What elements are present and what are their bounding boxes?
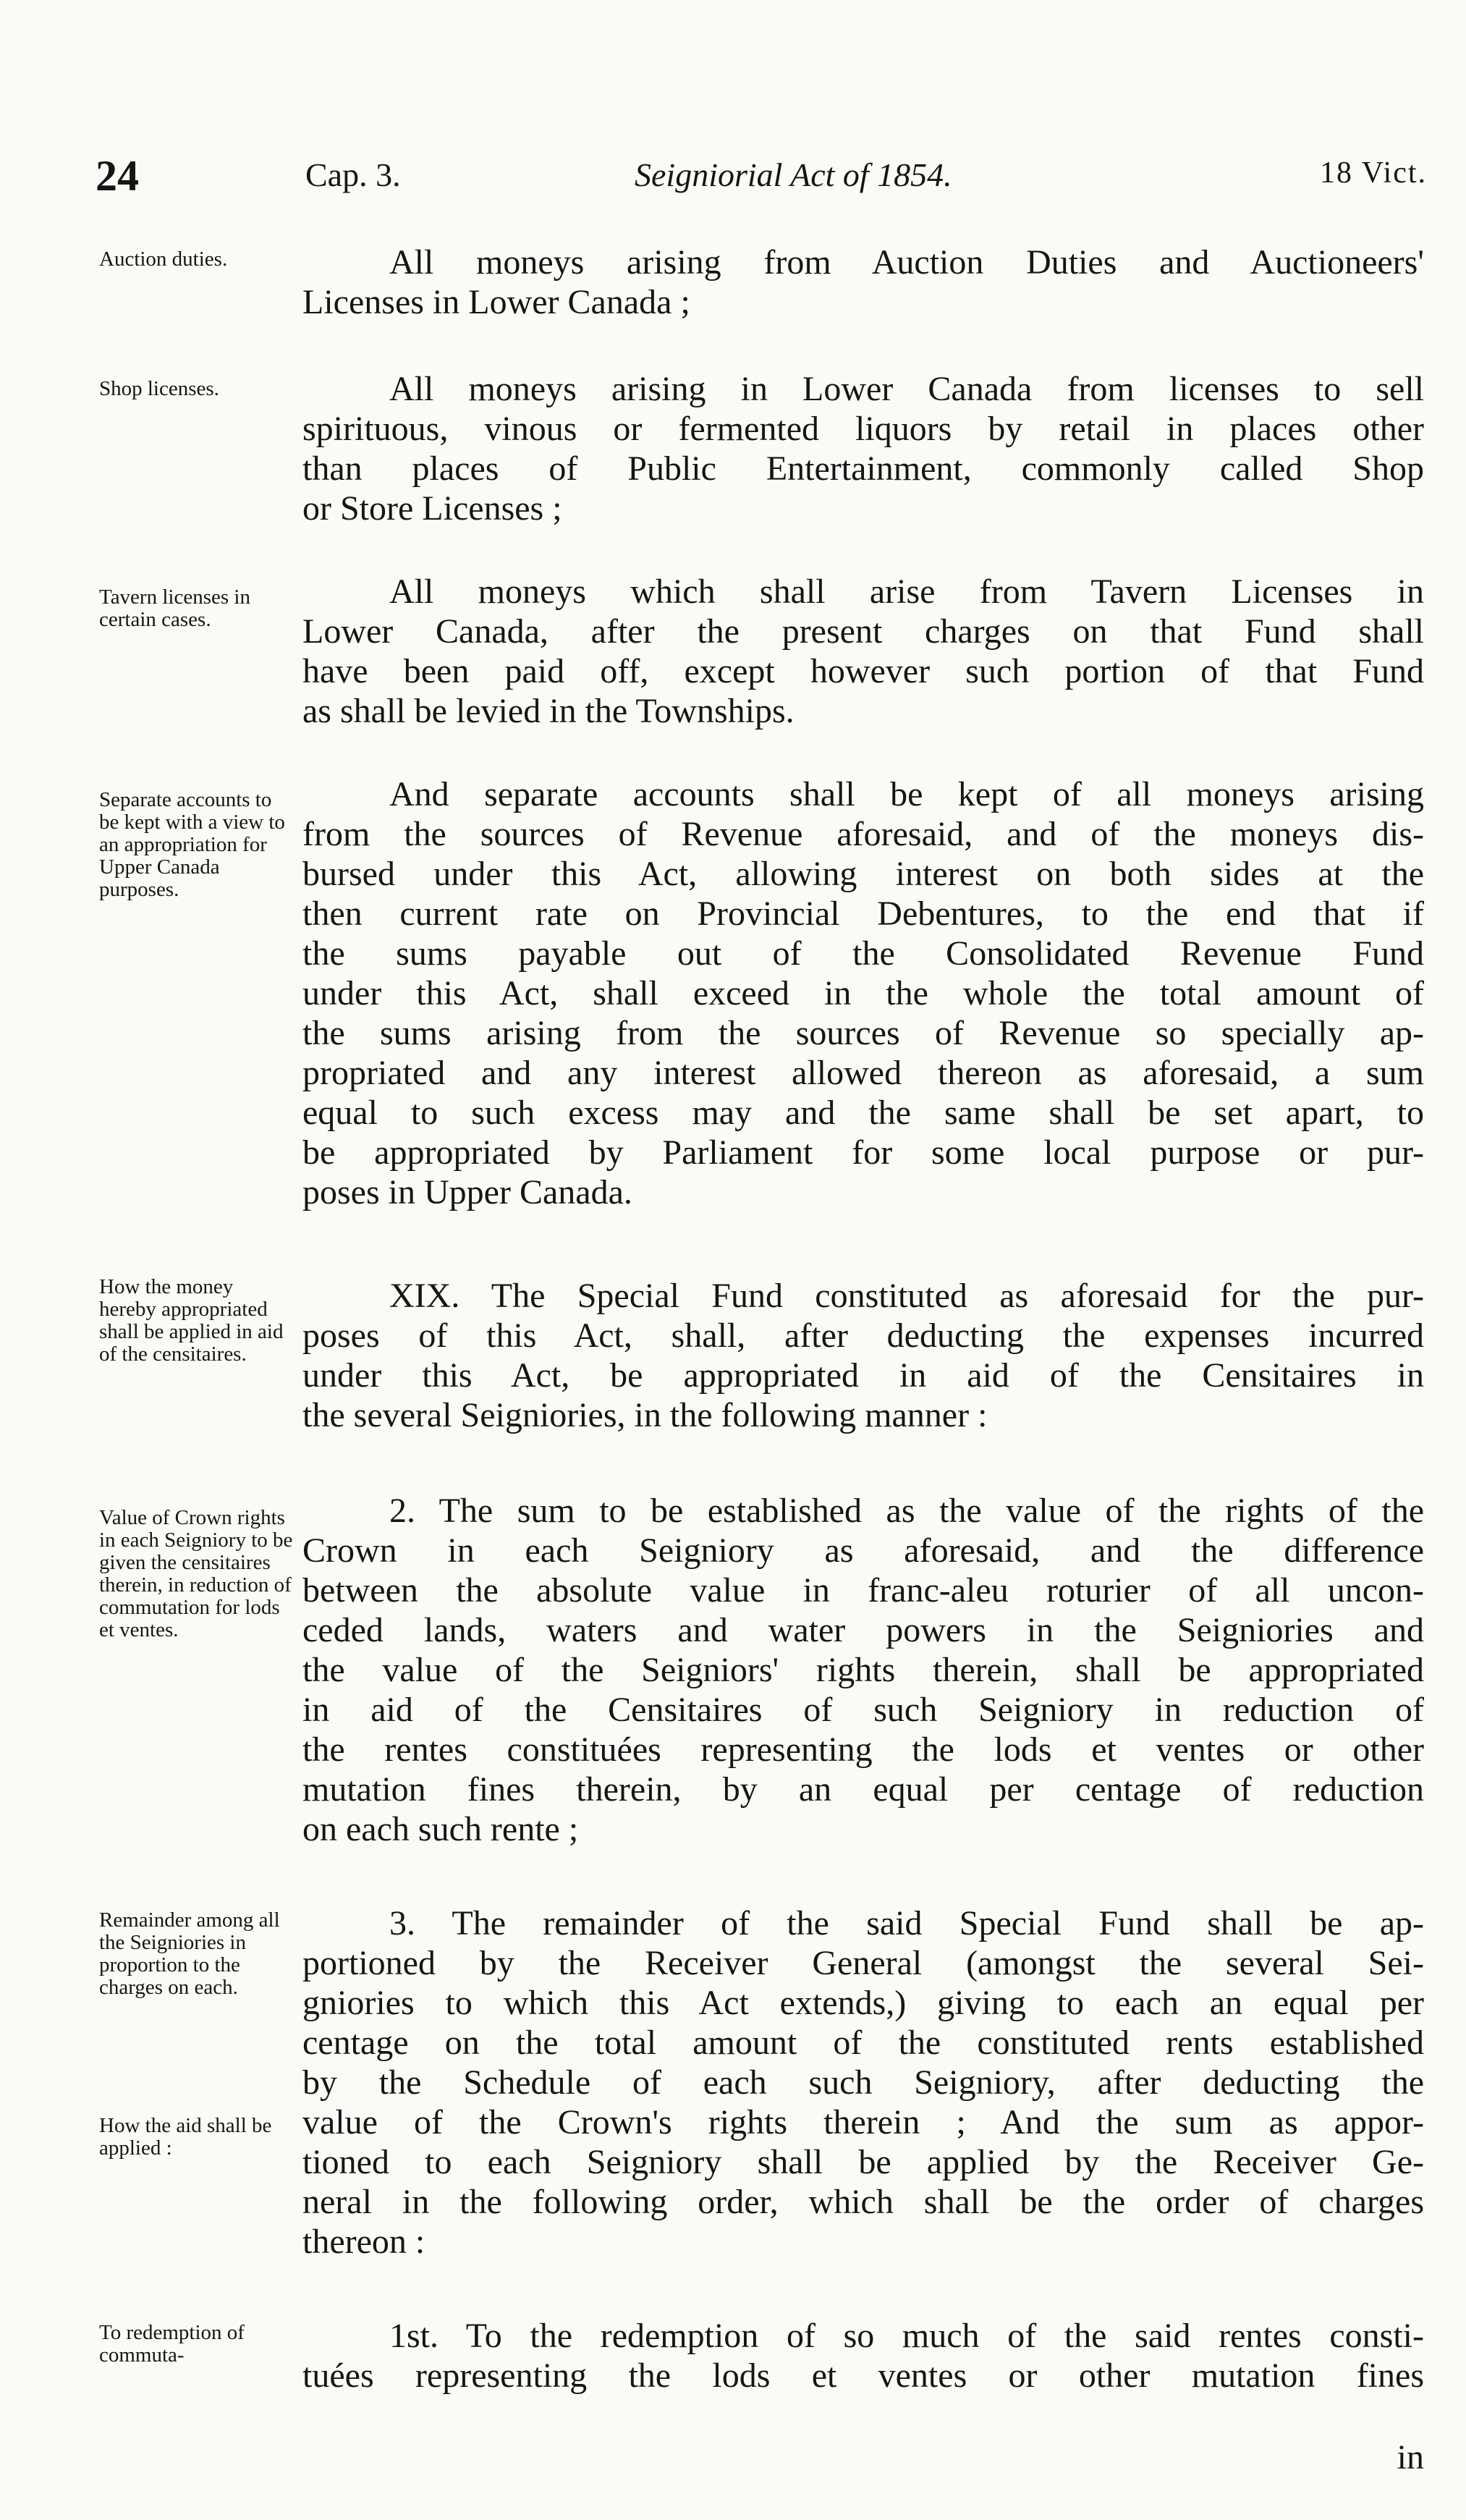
text-line: be appropriated by Parliament for some local purpose or pur-: [302, 1133, 1424, 1172]
chapter-label: Cap. 3.: [305, 156, 401, 193]
text-line: portioned by the Receiver General (amongst the several Sei-: [302, 1944, 1424, 1982]
page-number: 24: [96, 152, 139, 200]
text-line: poses in Upper Canada.: [302, 1173, 632, 1212]
text-line: mutation fines therein, by an equal per centage of reduction: [302, 1770, 1424, 1809]
text-line: neral in the following order, which shall be the order of charges: [302, 2183, 1424, 2221]
text-line: bursed under this Act, allowing interest on both sides at the: [302, 855, 1424, 893]
section-text: [302, 2316, 1424, 2396]
text-line: And separate accounts shall be kept of all moneys arising: [389, 775, 1424, 813]
text-line: tuées representing the lods et ventes or other mutation fines: [302, 2356, 1424, 2395]
text-line: 1st. To the redemption of so much of the said rentes consti-: [389, 2317, 1424, 2355]
text-line: XIX. The Special Fund constituted as aforesaid for the pur-: [389, 1277, 1424, 1315]
margin-note-aid-applied: How the aid shall be applied :: [99, 2114, 272, 2160]
text-line: 2. The sum to be established as the value of the rights of the: [389, 1492, 1424, 1530]
margin-note: Remainder among all the Seigniories in proportion to the charges on each.: [99, 1908, 280, 1999]
running-header: [96, 152, 1427, 206]
text-line: thereon :: [302, 2223, 425, 2261]
text-line: All moneys arising in Lower Canada from licenses to sell: [389, 370, 1424, 408]
margin-note: Value of Crown rights in each Seigniory to be given the censitaires therein, in reduction of commutation for lods et ventes.: [99, 1506, 293, 1641]
act-title: Seigniorial Act of 1854.: [635, 156, 952, 193]
text-line: under this Act, shall exceed in the whole the total amount of: [302, 974, 1424, 1012]
text-line: the sums arising from the sources of Revenue so specially ap-: [302, 1014, 1424, 1052]
catchword: in: [1397, 2438, 1424, 2477]
text-line: gniories to which this Act extends,) giving to each an equal per: [302, 1984, 1424, 2022]
text-line: ceded lands, waters and water powers in the Seigniories and: [302, 1611, 1424, 1649]
text-line: tioned to each Seigniory shall be applied by the Receiver Ge-: [302, 2143, 1424, 2181]
text-line: Crown in each Seigniory as aforesaid, and the difference: [302, 1531, 1424, 1570]
text-line: centage on the total amount of the constituted rents established: [302, 2024, 1424, 2062]
margin-note: Auction duties.: [99, 248, 228, 271]
section-text: [302, 1491, 1424, 1849]
text-line: the several Seigniories, in the following manner :: [302, 1396, 988, 1434]
text-line: then current rate on Provincial Debentures, to the end that if: [302, 895, 1424, 933]
text-line: Licenses in Lower Canada ;: [302, 283, 690, 321]
text-line: in aid of the Censitaires of such Seigniory in reduction of: [302, 1691, 1424, 1729]
margin-note: To redemption of commuta-: [99, 2321, 245, 2367]
text-line: under this Act, be appropriated in aid of the Censitaires in: [302, 1356, 1424, 1395]
text-line: the sums payable out of the Consolidated Revenue Fund: [302, 934, 1424, 973]
text-line: or Store Licenses ;: [302, 489, 562, 528]
text-line: from the sources of Revenue aforesaid, and of the moneys dis-: [302, 815, 1424, 853]
section-text: [302, 774, 1424, 1212]
text-line: 3. The remainder of the said Special Fund shall be ap-: [389, 1904, 1424, 1942]
section-text: [302, 369, 1424, 528]
text-line: than places of Public Entertainment, commonly called Shop: [302, 449, 1424, 488]
section-text: [302, 572, 1424, 731]
text-line: Lower Canada, after the present charges on that Fund shall: [302, 612, 1424, 651]
text-line: spirituous, vinous or fermented liquors by retail in places other: [302, 410, 1424, 448]
margin-note: Tavern licenses in certain cases.: [99, 585, 250, 631]
text-line: All moneys which shall arise from Tavern Licenses in: [389, 572, 1424, 611]
margin-note: How the money hereby appropriated shall be applied in aid of the censitaires.: [99, 1275, 284, 1366]
text-line: poses of this Act, shall, after deducting the expenses incurred: [302, 1316, 1424, 1355]
text-line: value of the Crown's rights therein ; And the sum as appor-: [302, 2103, 1424, 2141]
section-text: [302, 242, 1424, 322]
text-line: between the absolute value in franc-aleu roturier of all uncon-: [302, 1571, 1424, 1610]
text-line: propriated and any interest allowed thereon as aforesaid, a sum: [302, 1054, 1424, 1092]
margin-note: Separate accounts to be kept with a view to an appropriation for Upper Canada purposes.: [99, 788, 285, 901]
text-line: All moneys arising from Auction Duties and Auctioneers': [389, 243, 1424, 282]
text-line: as shall be levied in the Townships.: [302, 692, 795, 730]
section-text: [302, 1903, 1424, 2262]
reign-label: 18 Vict.: [1319, 156, 1427, 190]
text-line: equal to such excess may and the same shall be set apart, to: [302, 1094, 1424, 1132]
text-line: the value of the Seigniors' rights therein, shall be appropriated: [302, 1651, 1424, 1689]
text-line: the rentes constituées representing the lods et ventes or other: [302, 1730, 1424, 1769]
text-line: have been paid off, except however such portion of that Fund: [302, 652, 1424, 690]
margin-note: Shop licenses.: [99, 377, 219, 400]
text-line: on each such rente ;: [302, 1810, 579, 1848]
text-line: by the Schedule of each such Seigniory, after deducting the: [302, 2063, 1424, 2102]
section-text: [302, 1276, 1424, 1435]
